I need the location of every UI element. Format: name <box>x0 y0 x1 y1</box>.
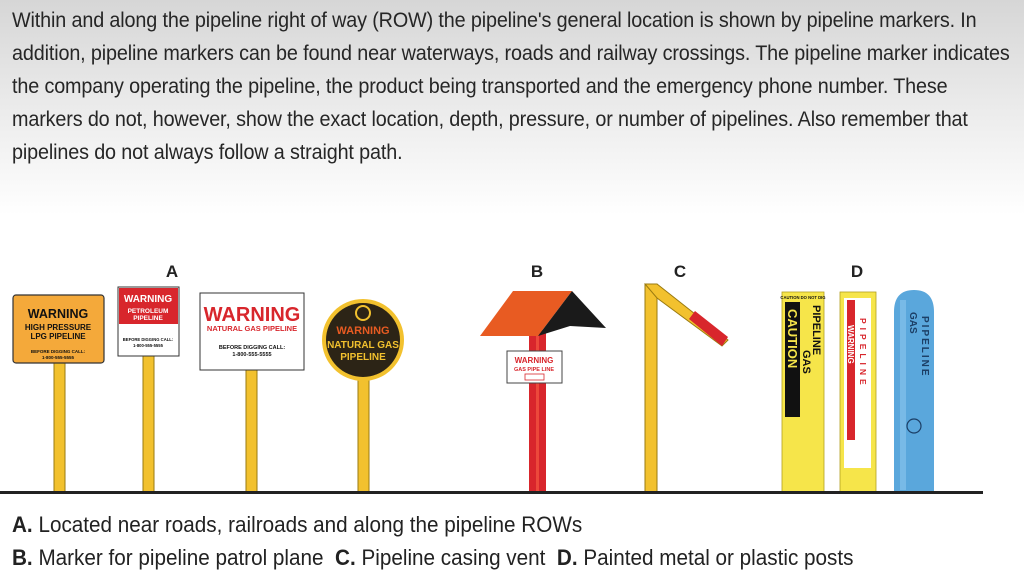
sign-post <box>358 375 369 493</box>
caption-b-text: Marker for pipeline patrol plane <box>38 545 324 570</box>
label-d: D <box>850 262 864 281</box>
post-gas-text: GAS <box>907 312 918 334</box>
sign-phone: 1-800-555-5555 <box>41 355 75 360</box>
label-a: A <box>165 262 179 281</box>
label-c: C <box>673 262 687 281</box>
post-pipeline-text: PIPELINE <box>810 305 822 356</box>
vent-red-tip <box>689 311 728 346</box>
ground-line <box>0 491 983 494</box>
sign-warning-text: WARNING <box>123 294 173 305</box>
label-b: B <box>530 262 544 281</box>
sign-warning-text: WARNING <box>514 356 554 365</box>
post-gas-text: GAS <box>800 350 812 374</box>
caption-b-letter: B. <box>12 545 33 570</box>
sign-warning-text: WARNING <box>203 304 301 326</box>
sign-call: BEFORE DIGGING CALL: <box>218 345 286 351</box>
post-caution-text: CAUTION <box>785 309 800 369</box>
sign-post <box>54 360 65 493</box>
post-pipeline-text: PIPELINE <box>858 318 868 389</box>
marker-petroleum-sign <box>118 287 179 493</box>
caption-d-letter: D. <box>556 545 578 570</box>
post-blue-gas <box>894 290 934 492</box>
post-warning <box>840 292 876 492</box>
sign-post <box>143 355 154 493</box>
marker-aerial-patrol <box>480 291 606 493</box>
sign-call: BEFORE DIGGING CALL: <box>122 337 174 342</box>
post-warning-text: WARNING <box>846 325 855 364</box>
marker-lpg-sign <box>13 295 104 493</box>
caption-c-text: Pipeline casing vent <box>361 545 546 570</box>
caption-d-text: Painted metal or plastic posts <box>583 545 854 570</box>
post-top-text: CAUTION DO NOT DIG <box>780 295 826 300</box>
sign-post <box>246 368 257 493</box>
marker-natural-gas-sign <box>200 293 304 493</box>
intro-paragraph: Within and along the pipeline right of way (ROW) the pipeline's general location is shown by pipeline markers. In addition, pipeline markers can be found near waterways, roads and railway crossings. The pipeline marker indicates the company operating the pipeline, the product being transported and the emergency phone number. These markers do not, however, show the exact location, depth, pressure, or number of pipelines. Also remember that pipelines do not always follow a straight path. <box>12 8 1010 164</box>
warning-band <box>847 300 855 440</box>
sign-call: BEFORE DIGGING CALL: <box>30 349 86 354</box>
blue-post-highlight <box>900 300 906 490</box>
post-pipeline-text: PIPELINE <box>919 316 930 378</box>
marker-casing-vent <box>645 284 728 493</box>
caption-bcd <box>12 543 853 573</box>
sign-warning-text: WARNING <box>336 325 390 337</box>
sign-line2: PIPELINE <box>133 315 163 322</box>
sign-warning-text: WARNING <box>27 307 89 321</box>
marker-round-sign <box>322 299 404 493</box>
caption-a-letter: A. <box>12 512 33 537</box>
caption-a-text: Located near roads, railroads and along the pipeline ROWs <box>38 512 583 537</box>
sign-line1: PETROLEUM <box>127 308 169 315</box>
caption-a <box>12 510 582 540</box>
sign-line1: HIGH PRESSURE <box>24 323 92 332</box>
sign-line1: NATURAL GAS <box>327 340 399 351</box>
sign-line2: LPG PIPELINE <box>30 332 86 341</box>
sign-line2: PIPELINE <box>340 352 386 363</box>
post-caution-gas <box>780 292 825 492</box>
sign-phone: 1-800-555-5555 <box>232 352 272 358</box>
caption-c-letter: C. <box>335 545 356 570</box>
sign-phone: 1-800-555-5555 <box>133 343 163 348</box>
sign-line1: NATURAL GAS PIPELINE <box>206 324 298 333</box>
vent-pipe-vertical <box>645 284 657 493</box>
sign-line1: GAS PIPE LINE <box>513 367 555 373</box>
